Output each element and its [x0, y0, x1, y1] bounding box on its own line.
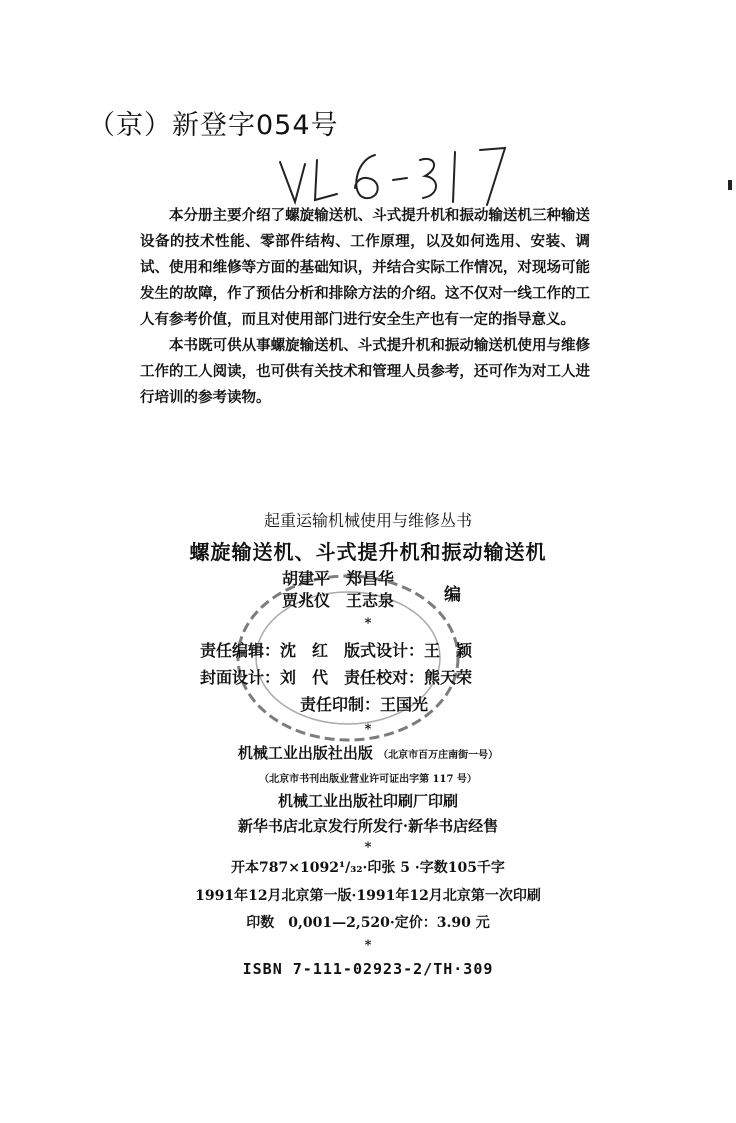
separator-star: *	[364, 938, 372, 953]
book-title: 螺旋输送机、斗式提升机和振动输送机	[189, 540, 547, 564]
publisher-name: 机械工业出版社出版	[237, 744, 373, 762]
isbn: ISBN 7-111-02923-2/TH·309	[242, 960, 494, 978]
credits-block	[200, 637, 472, 718]
separator-star: *	[364, 616, 372, 631]
separator-star: *	[364, 840, 372, 855]
print-run-price: 印数 0,001—2,520·定价：3.90 元	[246, 915, 490, 931]
summary-paragraph-1: 本分册主要介绍了螺旋输送机、斗式提升机和振动输送机三种输送设备的技术性能、零部件结构、工作原理，以及如何选用、安装、调试、使用和维修等方面的基础知识，并结合实际工作情况，对现场可能发生的故障，作了预估分析和排除方法的介绍。这不仅对一线工作的工人有参考价值，而且对使用部门进行安全生产也有一定的指导意义。	[140, 207, 590, 328]
separator-star: *	[364, 722, 372, 737]
distribution-line: 新华书店北京发行所发行·新华书店经售	[237, 817, 499, 835]
format-specs: 开本787×1092¹/₃₂·印张 5 ·字数105千字	[231, 860, 505, 876]
authors-line-1: 胡建平 郑昌华	[282, 569, 395, 588]
printer-line: 机械工业出版社印刷厂印刷	[277, 792, 458, 810]
edition-line: 1991年12月北京第一版·1991年12月北京第一次印刷	[195, 888, 541, 904]
authors-block	[282, 568, 394, 612]
publisher-line	[0, 742, 736, 763]
series-title: 起重运输机械使用与维修丛书	[263, 511, 472, 530]
credits-line-1: 责任编辑：沈 红 版式设计：王 颖	[200, 641, 473, 660]
summary-paragraph-2: 本书既可供从事螺旋输送机、斗式提升机和振动输送机使用与维修工作的工人阅读，也可供有关技术和管理人员参考，还可作为对工人进行培训的参考读物。	[140, 337, 590, 406]
credits-line-2: 封面设计：刘 代 责任校对：熊天荣	[200, 668, 473, 687]
publisher-address: （北京市百万庄南街一号）	[378, 750, 499, 761]
credits-line-3: 责任印制：王国光	[300, 695, 429, 714]
editor-suffix: 编	[444, 585, 461, 605]
authors-line-2: 贾兆仪 王志泉	[282, 591, 395, 610]
registration-number: （京）新登字054号	[88, 110, 339, 141]
publisher-license: （北京市书刊出版业营业许可证出字第 117 号）	[259, 774, 477, 785]
book-summary	[140, 203, 590, 411]
margin-mark	[728, 180, 732, 190]
